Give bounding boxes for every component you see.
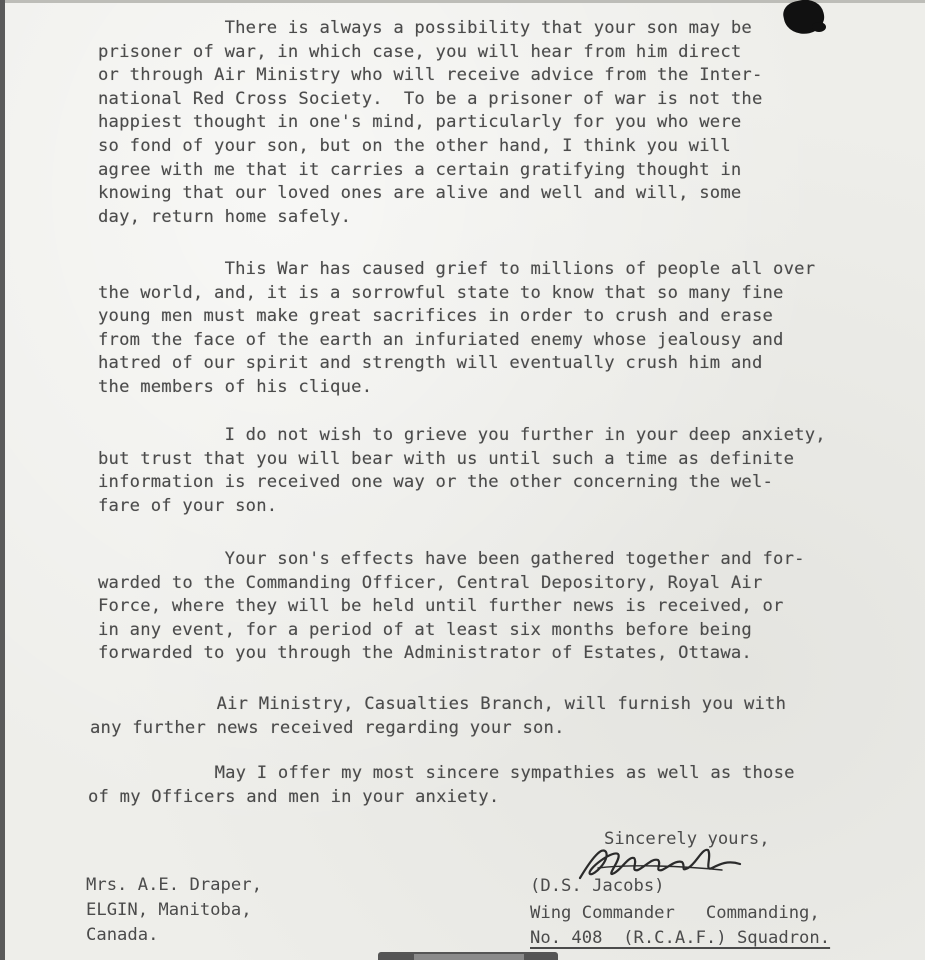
closing-salutation: Sincerely yours, — [604, 829, 770, 849]
paragraph-anxiety: I do not wish to grieve you further in your deep anxiety, but trust that you will bear with us until such a time as definite information is received one way or the other concerning the wel- fare of your son. — [98, 425, 826, 516]
paragraph-sympathies: May I offer my most sincere sympathies as well as those of my Officers and men in your anxiety. — [88, 763, 795, 807]
scan-bottom-tab-inner — [414, 954, 524, 960]
signer-name: (D.S. Jacobs) — [530, 876, 665, 896]
paragraph-war-grief: This War has caused grief to millions of people all over the world, and, it is a sorrowful state to know that so many fine young men must make great sacrifices in order to crush and erase from the face of the earth an infuriated enemy whose jealousy and hatred of our spirit and strength will eventually crush him and the members of his clique. — [98, 259, 816, 397]
page-top-edge — [0, 0, 925, 3]
recipient-name: Mrs. A.E. Draper, — [86, 875, 262, 895]
recipient-town: ELGIN, Manitoba, — [86, 900, 252, 920]
signer-rank: Wing Commander Commanding, — [530, 903, 820, 923]
paragraph-effects: Your son's effects have been gathered together and for- warded to the Commanding Officer, Central Depository, Royal Air Force, where they will be held until further news is received, or in any event, for a period of at least six months before being forwarded to you through the Administrator of Estates, Ottawa. — [98, 549, 805, 664]
recipient-country: Canada. — [86, 925, 159, 945]
page-left-edge — [0, 0, 5, 960]
paragraph-prisoner-of-war: There is always a possibility that your son may be prisoner of war, in which case, you will hear from him direct or through Air Ministry who will receive advice from the Inter- national Red Cross Society. To be a prisoner of war is not the happiest thought in one's mind, particularly for you who were so fond of your son, but on the other hand, I think you will agree with me that it carries a certain gratifying thought in knowing that our loved ones are alive and well and will, some day, return home safely. — [98, 18, 763, 227]
signer-unit: No. 408 (R.C.A.F.) Squadron. — [530, 928, 831, 948]
paragraph-air-ministry: Air Ministry, Casualties Branch, will furnish you with any further news received regarding your son. — [90, 694, 787, 738]
